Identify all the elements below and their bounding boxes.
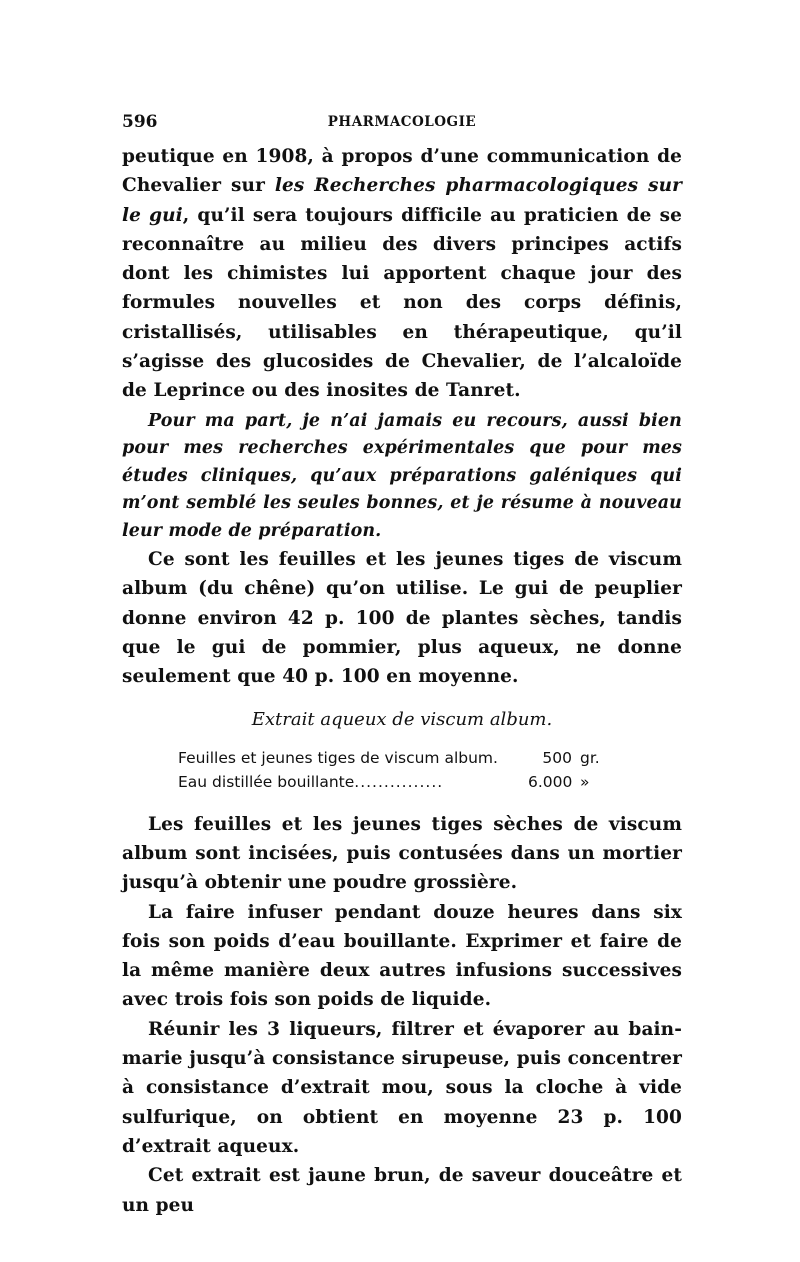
leader-dots: [498, 746, 528, 770]
p1-text-start: peutique en 1908, à propos d’une communication de Chevalier sur: [122, 146, 682, 197]
header-title: PHARMACOLOGIE: [327, 114, 477, 130]
paragraph-5: La faire infuser pendant douze heures dans six fois son poids d’eau bouillante. Exprimer et faire de la même manière deux autres infusions successives avec trois fois son poids de liquide.: [122, 901, 682, 1011]
ingredient-quantity: 500: [542, 748, 572, 767]
book-page: [122, 112, 682, 1220]
p1-text-end: , qu’il sera toujours difficile au praticien de se reconnaître au milieu des divers principes actifs dont les chimistes lui apportent chaque jour des formules nouvelles et non des corps définis, cristallisés, utilisables en thérapeutique, qu’il s’agisse des glucosides de Chevalier, de l’alcaloïde de Leprince ou des inosites de Tanret.: [122, 204, 682, 402]
paragraph-2-italic: Pour ma part, je n’ai jamais eu recours, aussi bien pour mes recherches expérimentales que pour mes études cliniques, qu’aux préparations galéniques qui m’ont semblé les seules bonnes, et je résume à nouveau leur mode de préparation.: [122, 410, 682, 541]
cited-work-title: les Recherches pharmacologiques sur le gui: [122, 175, 682, 226]
paragraph-1: [122, 142, 682, 406]
running-head: [122, 112, 682, 142]
leader-dots: ...............: [354, 772, 444, 791]
paragraph-6: Réunir les 3 liqueurs, filtrer et évaporer au bain-marie jusqu’à consistance sirupeuse, puis concentrer à consistance d’extrait mou, sous la cloche à vide sulfurique, on obtient en moyenne 23 p. 100 d’extrait aqueux.: [122, 1018, 682, 1157]
ingredient-quantity: 6.000: [528, 772, 573, 791]
recipe-title: Extrait aqueux de viscum album.: [251, 708, 553, 730]
ingredient-unit: gr.: [580, 748, 600, 767]
paragraph-7: Cet extrait est jaune brun, de saveur douceâtre et un peu: [122, 1165, 682, 1216]
recipe-row: [178, 770, 616, 794]
recipe-table: [178, 746, 616, 794]
page-number: 596: [122, 112, 158, 132]
paragraph-4: Les feuilles et les jeunes tiges sèches de viscum album sont incisées, puis contusées dans un mortier jusqu’à obtenir une poudre grossière.: [122, 813, 682, 894]
recipe-row: [178, 746, 616, 770]
ingredient-name: Eau distillée bouillante: [178, 772, 355, 791]
ingredient-unit: »: [580, 772, 590, 791]
ingredient-name: Feuilles et jeunes tiges de viscum album.: [178, 748, 498, 767]
paragraph-3: Ce sont les feuilles et les jeunes tiges de viscum album (du chêne) qu’on utilise. Le gui de peuplier donne environ 42 p. 100 de plantes sèches, tandis que le gui de pommier, plus aqueux, ne donne seulement que 40 p. 100 en moyenne.: [122, 549, 682, 688]
